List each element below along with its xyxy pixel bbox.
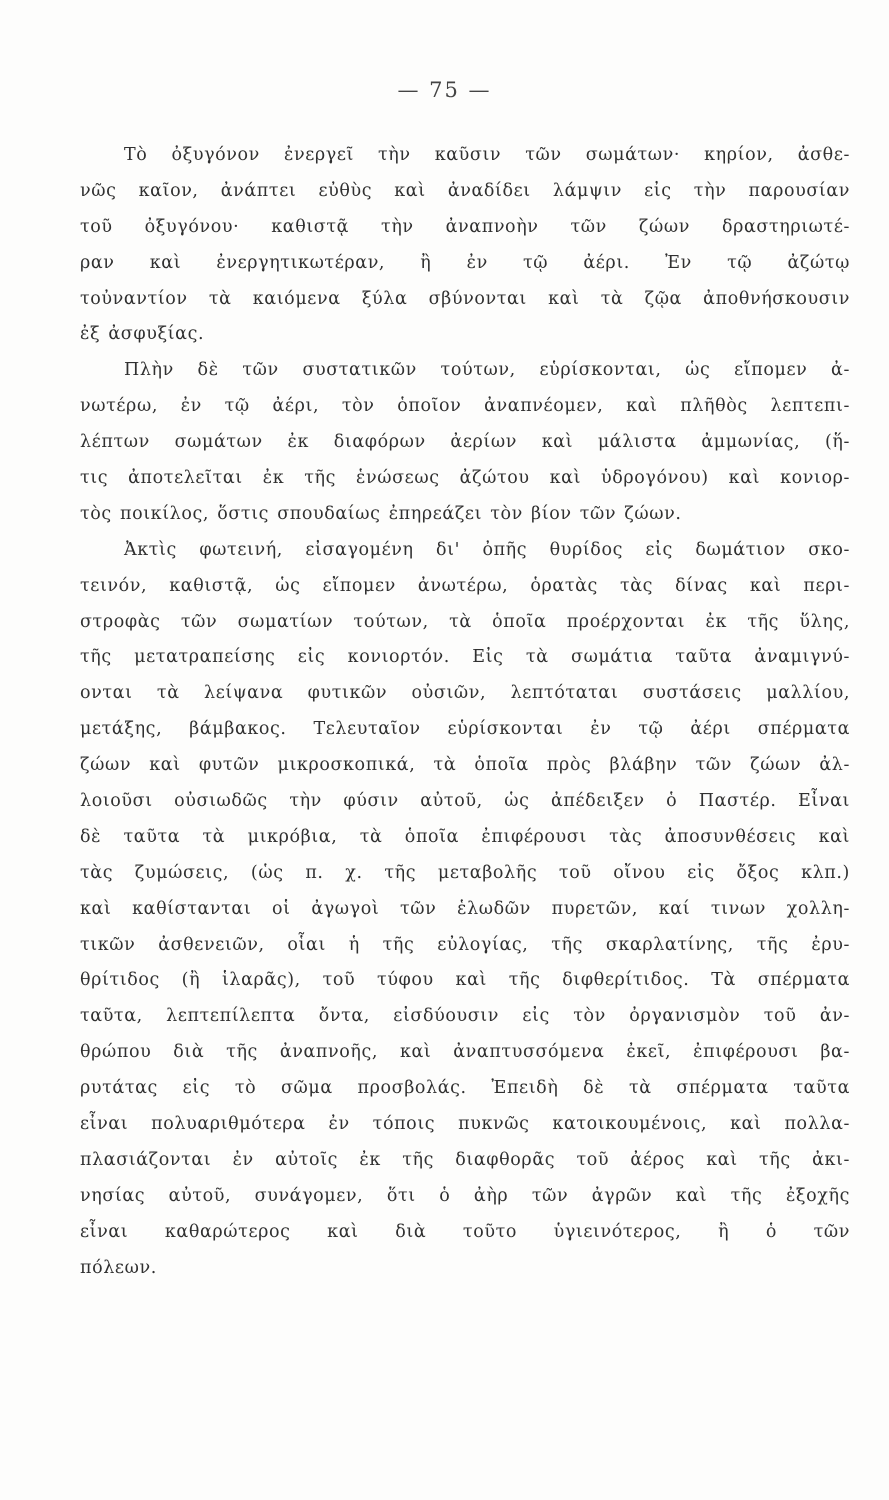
text-line: θρώπου διὰ τῆς ἀναπνοῆς, καὶ ἀναπτυσσόμενα ἐκεῖ, ἐπιφέρουσι βα-: [80, 1042, 850, 1063]
text-line: τεινόν, καθιστᾷ, ὡς εἴπομεν ἀνωτέρω, ὁρατὰς τὰς δίνας καὶ περι-: [80, 575, 850, 596]
text-line: πόλεων.: [80, 1257, 157, 1278]
text-line: εἶναι πολυαριθμότερα ἐν τόποις πυκνῶς κατοικουμένοις, καὶ πολλα-: [80, 1114, 850, 1135]
text-line: τὸς ποικίλος, ὅστις σπουδαίως ἐπηρεάζει τὸν βίον τῶν ζώων.: [80, 503, 682, 524]
text-line: Τὸ ὀξυγόνον ἐνεργεῖ τὴν καῦσιν τῶν σωμάτων· κηρίον, ἀσθε-: [124, 145, 850, 165]
text-line: ραν καὶ ἐνεργητικωτέραν, ἢ ἐν τῷ ἀέρι. Ἐν τῷ ἀζώτῳ: [80, 252, 850, 273]
text-line: νῶς καῖον, ἀνάπτει εὐθὺς καὶ ἀναδίδει λάμψιν εἰς τὴν παρουσίαν: [80, 180, 850, 201]
text-line: ἐξ ἀσφυξίας.: [80, 324, 205, 345]
text-line: τῆς μετατραπείσης εἰς κονιορτόν. Εἰς τὰ σωμάτια ταῦτα ἀναμιγνύ-: [80, 647, 850, 668]
text-line: Πλὴν δὲ τῶν συστατικῶν τούτων, εὑρίσκονται, ὡς εἴπομεν ἀ-: [124, 360, 850, 381]
text-line: πλασιάζονται ἐν αὐτοῖς ἐκ τῆς διαφθορᾶς τοῦ ἀέρος καὶ τῆς ἀκι-: [80, 1149, 850, 1170]
text-line: τοὐναντίον τὰ καιόμενα ξύλα σβύνονται καὶ τὰ ζῷα ἀποθνήσκουσιν: [80, 288, 850, 309]
text-line: τις ἀποτελεῖται ἐκ τῆς ἑνώσεως ἀζώτου καὶ ὑδρογόνου) καὶ κονιορ-: [80, 468, 850, 489]
text-line: τοῦ ὀξυγόνου· καθιστᾷ τὴν ἀναπνοὴν τῶν ζώων δραστηριωτέ-: [80, 216, 850, 237]
text-line: ταῦτα, λεπτεπίλεπτα ὄντα, εἰσδύουσιν εἰς τὸν ὀργανισμὸν τοῦ ἀν-: [80, 1006, 850, 1027]
text-line: καὶ καθίστανται οἱ ἀγωγοὶ τῶν ἑλωδῶν πυρετῶν, καί τινων χολλη-: [80, 898, 850, 919]
text-line: ρυτάτας εἰς τὸ σῶμα προσβολάς. Ἐπειδὴ δὲ τὰ σπέρματα ταῦτα: [80, 1078, 850, 1099]
text-line: ζώων καὶ φυτῶν μικροσκοπικά, τὰ ὁποῖα πρὸς βλάβην τῶν ζώων ἀλ-: [80, 755, 850, 776]
text-line: μετάξης, βάμβακος. Τελευταῖον εὑρίσκονται ἐν τῷ ἀέρι σπέρματα: [80, 719, 850, 740]
text-line: θρίτιδος (ἢ ἱλαρᾶς), τοῦ τύφου καὶ τῆς διφθερίτιδος. Τὰ σπέρματα: [80, 970, 850, 991]
text-line: λοιοῦσι οὐσιωδῶς τὴν φύσιν αὐτοῦ, ὡς ἀπέδειξεν ὁ Παστέρ. Εἶναι: [80, 791, 850, 812]
text-line: εἶναι καθαρώτερος καὶ διὰ τοῦτο ὑγιεινότερος, ἢ ὁ τῶν: [80, 1221, 850, 1242]
text-line: ονται τὰ λείψανα φυτικῶν οὐσιῶν, λεπτόταται συστάσεις μαλλίου,: [80, 683, 850, 704]
text-line: στροφὰς τῶν σωματίων τούτων, τὰ ὁποῖα προέρχονται ἐκ τῆς ὕλης,: [80, 611, 850, 632]
text-line: νησίας αὐτοῦ, συνάγομεν, ὅτι ὁ ἀὴρ τῶν ἀγρῶν καὶ τῆς ἐξοχῆς: [80, 1185, 850, 1206]
text-line: τὰς ζυμώσεις, (ὡς π. χ. τῆς μεταβολῆς τοῦ οἴνου εἰς ὄξος κλπ.): [80, 862, 850, 883]
text-line: λέπτων σωμάτων ἐκ διαφόρων ἀερίων καὶ μάλιστα ἀμμωνίας, (ἥ-: [80, 432, 850, 453]
page-number: — 75 —: [397, 78, 492, 102]
body-text: [80, 138, 850, 1287]
text-line: τικῶν ἀσθενειῶν, οἷαι ἡ τῆς εὐλογίας, τῆς σκαρλατίνης, τῆς ἐρυ-: [80, 934, 850, 955]
text-line: νωτέρω, ἐν τῷ ἀέρι, τὸν ὁποῖον ἀναπνέομεν, καὶ πλῆθὸς λεπτεπι-: [80, 396, 850, 417]
text-line: Ἀκτὶς φωτεινή, εἰσαγομένη δι' ὀπῆς θυρίδος εἰς δωμάτιον σκο-: [124, 539, 850, 560]
text-line: δὲ ταῦτα τὰ μικρόβια, τὰ ὁποῖα ἐπιφέρουσι τὰς ἀποσυνθέσεις καὶ: [80, 826, 850, 847]
